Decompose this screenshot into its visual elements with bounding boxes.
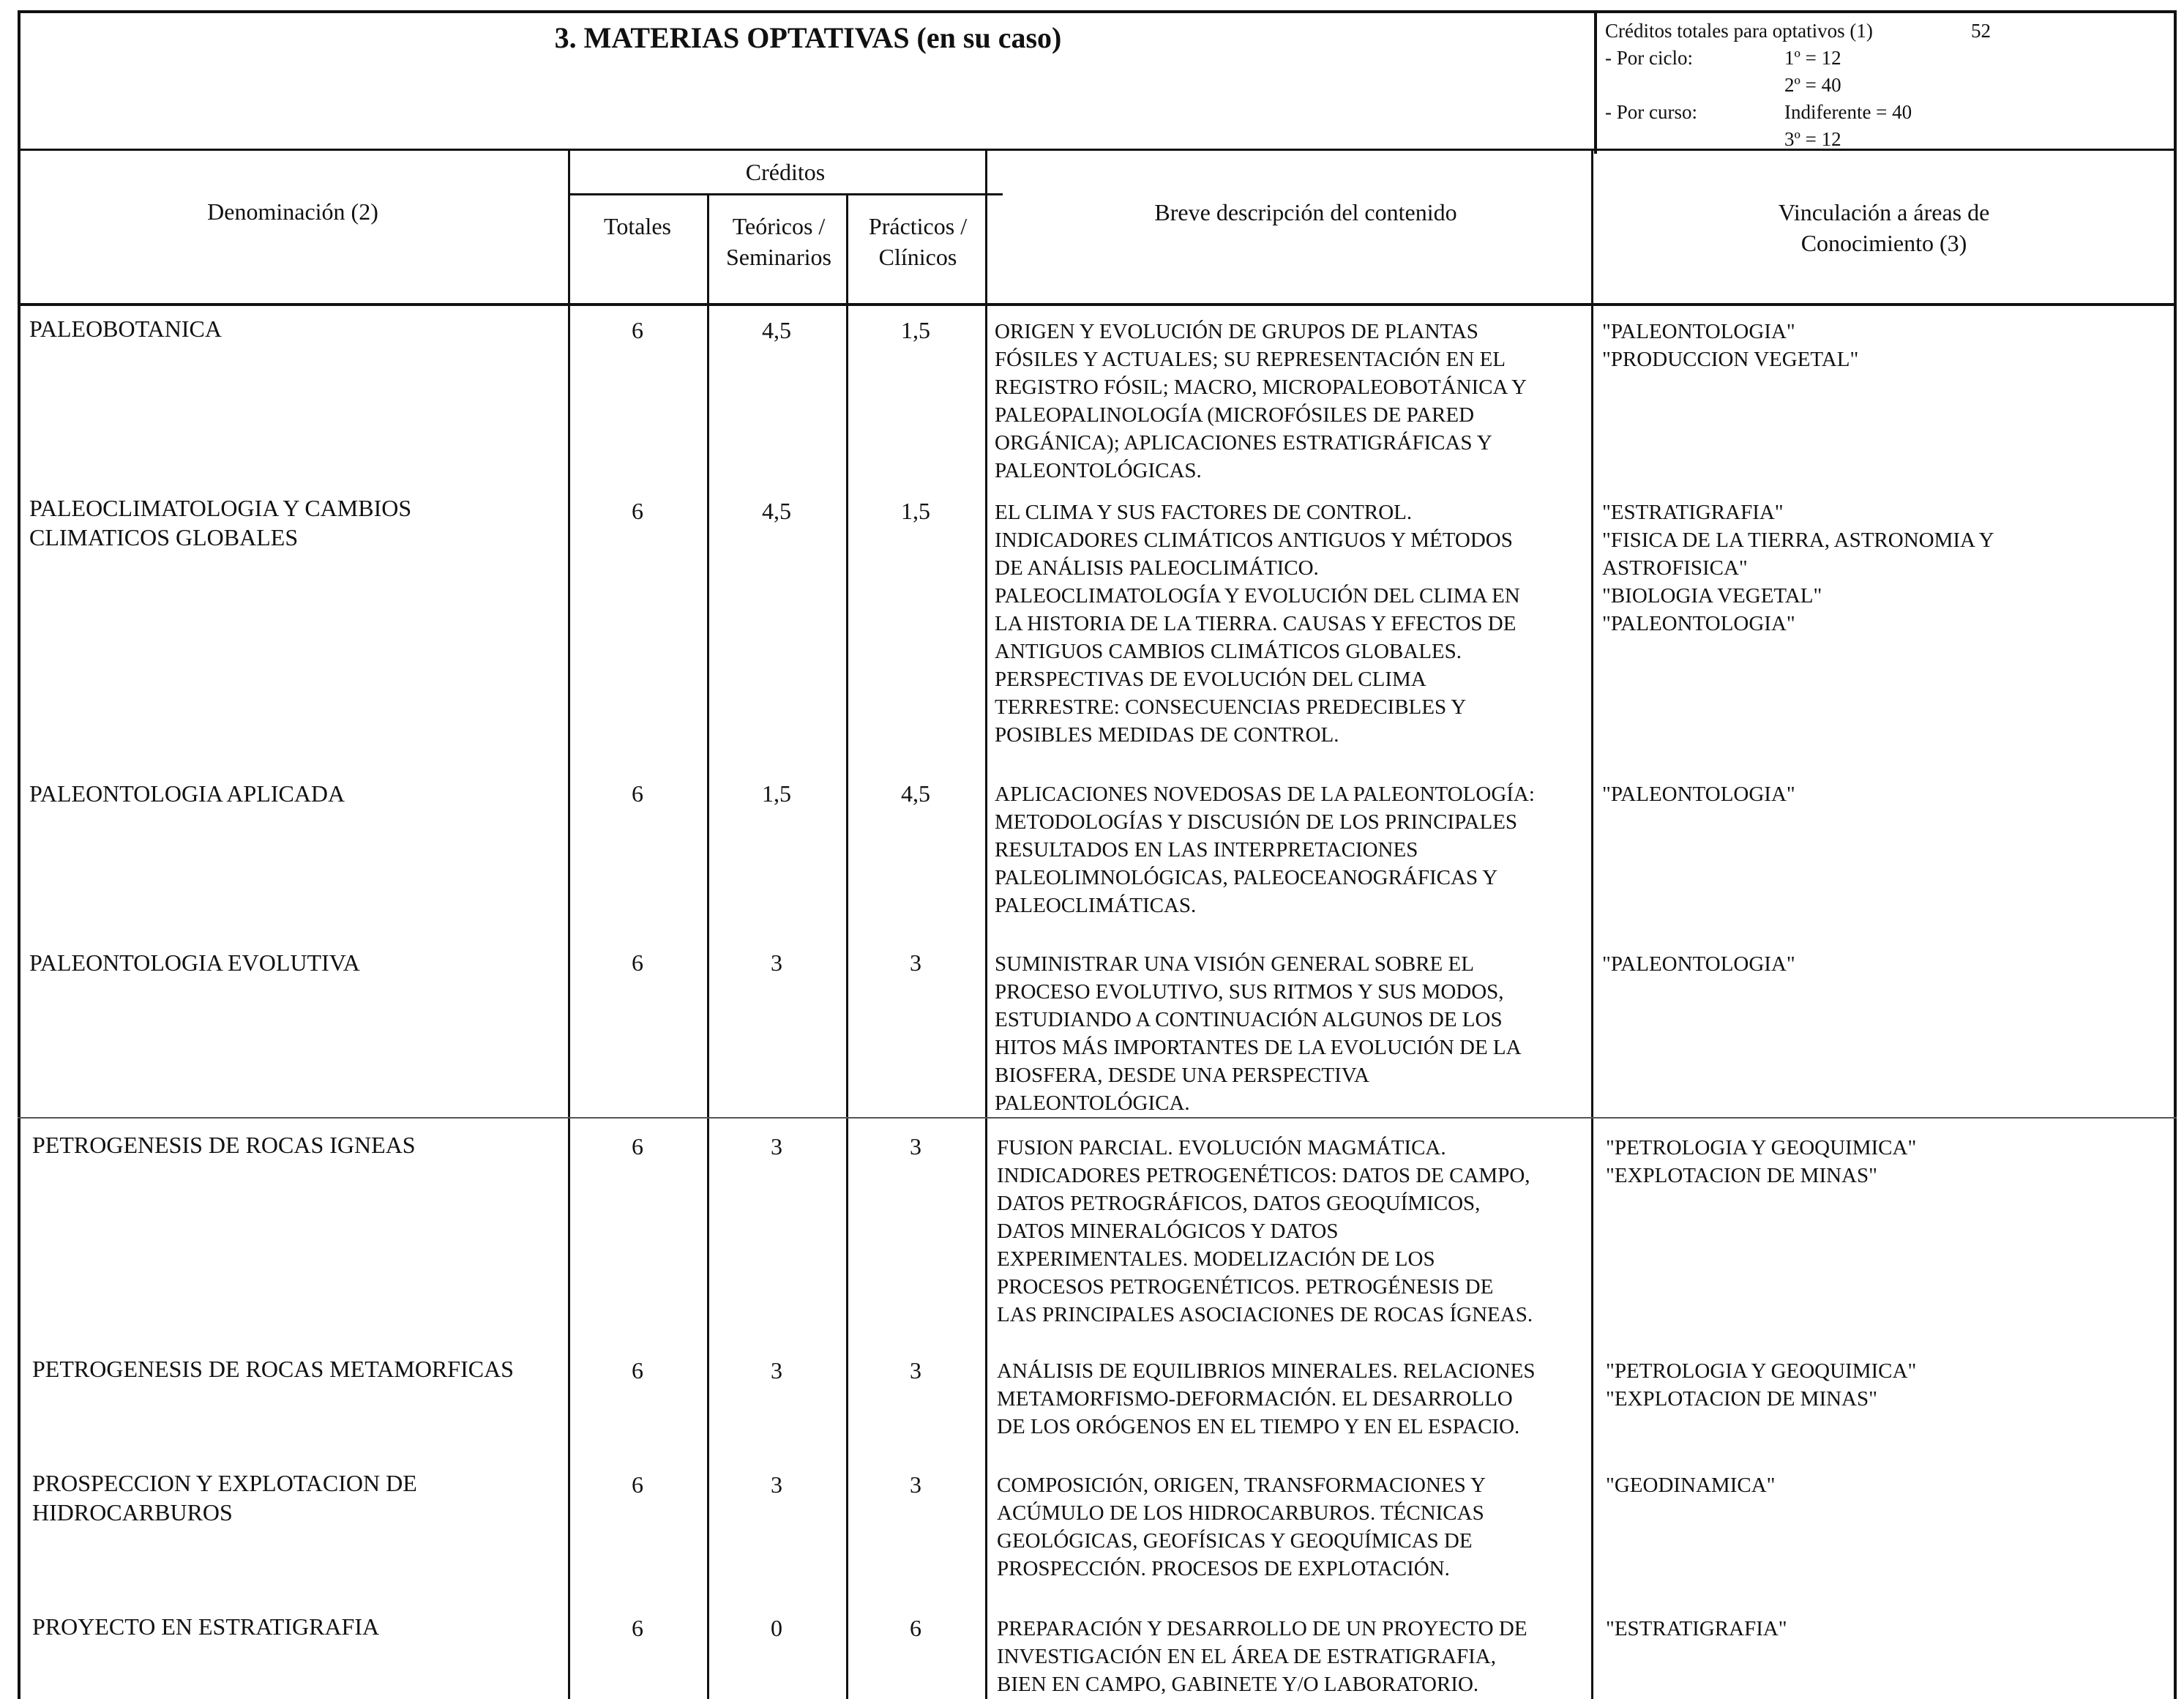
header-block	[18, 10, 2177, 151]
row-8-practicos: 6	[910, 1615, 921, 1641]
row-8-areas: "ESTRATIGRAFIA"	[1606, 1617, 1787, 1640]
row-6-totales: 6	[632, 1357, 643, 1384]
col-denominacion: Denominación (2)	[207, 198, 378, 225]
grid-line	[1591, 151, 1593, 1699]
row-8-descripcion: PREPARACIÓN Y DESARROLLO DE UN PROYECTO DE INVESTIGACIÓN EN EL ÁREA DE ESTRATIGRAFIA, BIEN EN CAMPO, GABINETE Y/O LABORATORIO.	[997, 1617, 1527, 1696]
row-1-name: PALEOBOTANICA	[29, 315, 222, 342]
creditos-underline	[568, 193, 1003, 195]
row-6-practicos: 3	[910, 1357, 921, 1384]
row-7-totales: 6	[632, 1471, 643, 1498]
row-2-name: PALEOCLIMATOLOGIA Y CAMBIOS CLIMATICOS GLOBALES	[29, 495, 412, 550]
row-3-totales: 6	[632, 780, 643, 807]
row-7-descripcion: COMPOSICIÓN, ORIGEN, TRANSFORMACIONES Y ACÚMULO DE LOS HIDROCARBUROS. TÉCNICAS GEOLÓGICAS, GEOFÍSICAS Y GEOQUÍMICAS DE PROSPECCIÓN. PROCESOS DE EXPLOTACIÓN.	[997, 1474, 1486, 1580]
row-5-name: PETROGENESIS DE ROCAS IGNEAS	[32, 1132, 416, 1158]
row-1-areas: "PALEONTOLOGIA" "PRODUCCION VEGETAL"	[1602, 320, 1859, 371]
row-8-name: PROYECTO EN ESTRATIGRAFIA	[32, 1613, 380, 1640]
grid-line	[846, 193, 848, 1699]
row-6-descripcion: ANÁLISIS DE EQUILIBRIOS MINERALES. RELACIONES METAMORFISMO-DEFORMACIÓN. EL DESARROLLO DE LOS ORÓGENOS EN EL TIEMPO Y EN EL ESPACIO.	[997, 1359, 1536, 1438]
por-curso-label: - Por curso:	[1605, 101, 1697, 123]
row-4-areas: "PALEONTOLOGIA"	[1602, 952, 1795, 976]
row-8-teoricos: 0	[771, 1615, 782, 1641]
grid-line	[2174, 151, 2177, 1699]
row-7-areas: "GEODINAMICA"	[1606, 1474, 1776, 1497]
col-totales: Totales	[604, 213, 671, 239]
row-6-name: PETROGENESIS DE ROCAS METAMORFICAS	[32, 1356, 514, 1382]
row-4-teoricos: 3	[771, 949, 782, 976]
row-6-areas: "PETROLOGIA Y GEOQUIMICA" "EXPLOTACION DE MINAS"	[1606, 1359, 1917, 1411]
row-3-name: PALEONTOLOGIA APLICADA	[29, 780, 345, 807]
row-2-areas: "ESTRATIGRAFIA" "FISICA DE LA TIERRA, ASTRONOMIA Y ASTROFISICA" "BIOLOGIA VEGETAL" "PALEONTOLOGIA"	[1602, 501, 1994, 635]
row-2-totales: 6	[632, 498, 643, 524]
col-creditos: Créditos	[745, 159, 826, 185]
row-6-teoricos: 3	[771, 1357, 782, 1384]
row-2-descripcion: EL CLIMA Y SUS FACTORES DE CONTROL. INDICADORES CLIMÁTICOS ANTIGUOS Y MÉTODOS DE ANÁLISIS PALEOCLIMÁTICO. PALEOCLIMATOLOGÍA Y EVOLUCIÓN DEL CLIMA EN LA HISTORIA DE LA TIERRA. CAUSAS Y EFECTOS DE ANTIGUOS CAMBIOS CLIMÁTICOS GLOBALES. PERSPECTIVAS DE EVOLUCIÓN DEL CLIMA TERRESTRE: CONSECUENCIAS PREDECIBLES Y POSIBLES MEDIDAS DE CONTROL.	[995, 501, 1520, 747]
col-practicos: Prácticos / Clínicos	[868, 213, 968, 270]
ciclo-1-value: 1º = 12	[1784, 47, 1841, 69]
row-1-practicos: 1,5	[901, 317, 930, 343]
curso-3-value: 3º = 12	[1784, 128, 1841, 150]
grid-line	[707, 193, 709, 1699]
row-5-descripcion: FUSION PARCIAL. EVOLUCIÓN MAGMÁTICA. INDICADORES PETROGENÉTICOS: DATOS DE CAMPO, DATOS PETROGRÁFICOS, DATOS GEOQUÍMICOS, DATOS MINERALÓGICOS Y DATOS EXPERIMENTALES. MODELIZACIÓN DE LOS PROCESOS PETROGENÉTICOS. PETROGÉNESIS DE LAS PRINCIPALES ASOCIACIONES DE ROCAS ÍGNEAS.	[997, 1136, 1533, 1326]
col-descripcion: Breve descripción del contenido	[1154, 199, 1457, 225]
row-1-totales: 6	[632, 317, 643, 343]
row-separator	[18, 1117, 2177, 1119]
credits-total-label: Créditos totales para optativos (1)	[1605, 20, 1873, 42]
row-4-name: PALEONTOLOGIA EVOLUTIVA	[29, 949, 360, 976]
grid-line	[18, 151, 20, 1699]
row-7-teoricos: 3	[771, 1471, 782, 1498]
header-divider	[1594, 13, 1597, 154]
row-5-totales: 6	[632, 1133, 643, 1160]
row-8-totales: 6	[632, 1615, 643, 1641]
row-7-practicos: 3	[910, 1471, 921, 1498]
grid-line	[568, 151, 570, 1699]
row-5-practicos: 3	[910, 1133, 921, 1160]
row-2-teoricos: 4,5	[762, 498, 791, 524]
row-4-practicos: 3	[910, 949, 921, 976]
row-3-descripcion: APLICACIONES NOVEDOSAS DE LA PALEONTOLOGÍA: METODOLOGÍAS Y DISCUSIÓN DE LOS PRINCIPALES RESULTADOS EN LAS INTERPRETACIONES PALEOLIMNOLÓGICAS, PALEOCEANOGRÁFICAS Y PALEOCLIMÁTICAS.	[995, 783, 1535, 917]
ciclo-2-value: 2º = 40	[1784, 74, 1841, 96]
row-2-practicos: 1,5	[901, 498, 930, 524]
credits-total-value: 52	[1971, 20, 1991, 42]
row-3-areas: "PALEONTOLOGIA"	[1602, 783, 1795, 806]
grid-line	[985, 151, 987, 1699]
page-title: 3. MATERIAS OPTATIVAS (en su caso)	[554, 21, 1062, 54]
col-vinculacion: Vinculación a áreas de Conocimiento (3)	[1778, 199, 1990, 256]
curso-indiferente-value: Indiferente = 40	[1784, 101, 1912, 123]
col-teoricos: Teóricos / Seminarios	[726, 213, 831, 270]
por-ciclo-label: - Por ciclo:	[1605, 47, 1693, 69]
row-3-teoricos: 1,5	[762, 780, 791, 807]
row-1-descripcion: ORIGEN Y EVOLUCIÓN DE GRUPOS DE PLANTAS FÓSILES Y ACTUALES; SU REPRESENTACIÓN EN EL REGISTRO FÓSIL; MACRO, MICROPALEOBOTÁNICA Y PALEOPALINOLOGÍA (MICROFÓSILES DE PARED ORGÁNICA); APLICACIONES ESTRATIGRÁFICAS Y PALEONTOLÓGICAS.	[995, 320, 1527, 482]
row-5-areas: "PETROLOGIA Y GEOQUIMICA" "EXPLOTACION DE MINAS"	[1606, 1136, 1917, 1187]
row-7-name: PROSPECCION Y EXPLOTACION DE HIDROCARBUROS	[32, 1470, 417, 1526]
row-3-practicos: 4,5	[901, 780, 930, 807]
row-5-teoricos: 3	[771, 1133, 782, 1160]
row-4-descripcion: SUMINISTRAR UNA VISIÓN GENERAL SOBRE EL PROCESO EVOLUTIVO, SUS RITMOS Y SUS MODOS, ESTUDIANDO A CONTINUACIÓN ALGUNOS DE LOS HITOS MÁS IMPORTANTES DE LA EVOLUCIÓN DE LA BIOSFERA, DESDE UNA PERSPECTIVA PALEONTOLÓGICA.	[995, 952, 1522, 1115]
row-1-teoricos: 4,5	[762, 317, 791, 343]
row-4-totales: 6	[632, 949, 643, 976]
document-page	[18, 10, 2177, 1699]
